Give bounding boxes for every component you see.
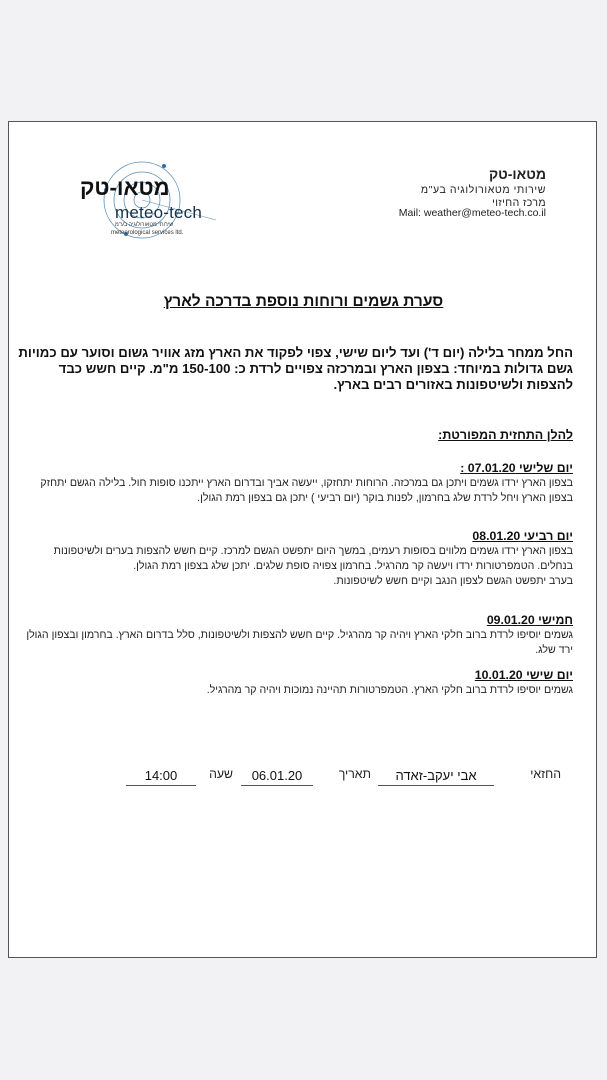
day-text: גשמים יוסיפו לרדת ברוב חלקי הארץ ויהיה קר מהרגיל. קיים חשש להצפות ולשיטפונות, סלל בדרום הארץ. בחרמון ובצפון הגולן ירד שלג. [26, 629, 573, 656]
time-label: שעה [209, 767, 233, 781]
day-heading: יום שלישי 07.01.20 : [460, 461, 573, 475]
day-heading: יום שישי 10.01.20 [474, 668, 573, 682]
time-value: 14:00 [126, 768, 196, 786]
day-text: בצפון הארץ ירדו גשמים מלווים בסופות רעמים, במשך היום יתפשט הגשם למרכז. קיים חשש להצפות בערים ולשיטפונות בנחלים. הטמפרטורות ירדו ויעשה קר מהרגיל. בחרמון צפויה סופת שלגים. יתכן שלג בצפון רמת הגולן. [53, 545, 573, 572]
forecaster-label: החזאי [530, 767, 561, 781]
day-heading: יום רביעי 08.01.20 [472, 529, 573, 543]
forecast-day [17, 613, 573, 658]
date-value: 06.01.20 [241, 768, 313, 786]
logo-english-name: meteo-tech [115, 203, 203, 222]
day-text: בצפון הארץ ירדו גשמים ויתכן גם במרכזה. הרוחות יתחזקו, ייעשה אביך ובדרום הארץ ייתכנו סופות חול. בלילה הגשם יתחזק בצפון הארץ ויחל לרדת שלג בחרמון, לפנות בוקר (יום רביעי ) יתכן גם בצפון רמת הגולן. [40, 477, 573, 504]
company-name: מטאו-טק [488, 166, 546, 182]
forecast-day [17, 529, 573, 589]
forecast-day [17, 461, 573, 506]
logo-hebrew-name: מטאו-טק [80, 175, 170, 200]
logo-english-subtitle: meteorological services ltd. [111, 230, 184, 236]
intro-paragraph: החל ממחר בלילה (יום ד') ועד ליום שישי, צפוי לפקוד את הארץ מזג אוויר גשום וסוער עם כמויות גשם גדולות במיוחד: בצפון הארץ ובמרכזה צפויים לרדת כ: 150-100 מ"מ. קיים חשש כבד להצפות ולשיטפונות באזורים רבים בארץ. [18, 345, 573, 392]
forecast-day [17, 668, 573, 698]
forecaster-name: אבי יעקב-זאדה [378, 768, 494, 786]
forecast-heading: להלן התחזית המפורטת: [438, 428, 573, 442]
date-label: תאריך [338, 767, 371, 781]
day-heading: חמישי 09.01.20 [486, 613, 573, 627]
company-email: Mail: weather@meteo-tech.co.il [398, 207, 546, 219]
company-description: שירותי מטאורולוגיה בע"מ [420, 184, 546, 196]
forecast-center: מרכז החיזוי [492, 197, 546, 209]
day-text-evening: בערב יתפשט הגשם לצפון הנגב וקיים חשש לשיטפונות. [333, 575, 573, 587]
logo-hebrew-subtitle: שירותי מטאורולוגיה בע"מ [115, 222, 174, 228]
document-title: סערת גשמים ורוחות נוספת בדרכה לארץ [163, 293, 444, 310]
day-text: גשמים יוסיפו לרדת ברוב חלקי הארץ. הטמפרטורות תהיינה נמוכות ויהיה קר מהרגיל. [206, 684, 573, 696]
